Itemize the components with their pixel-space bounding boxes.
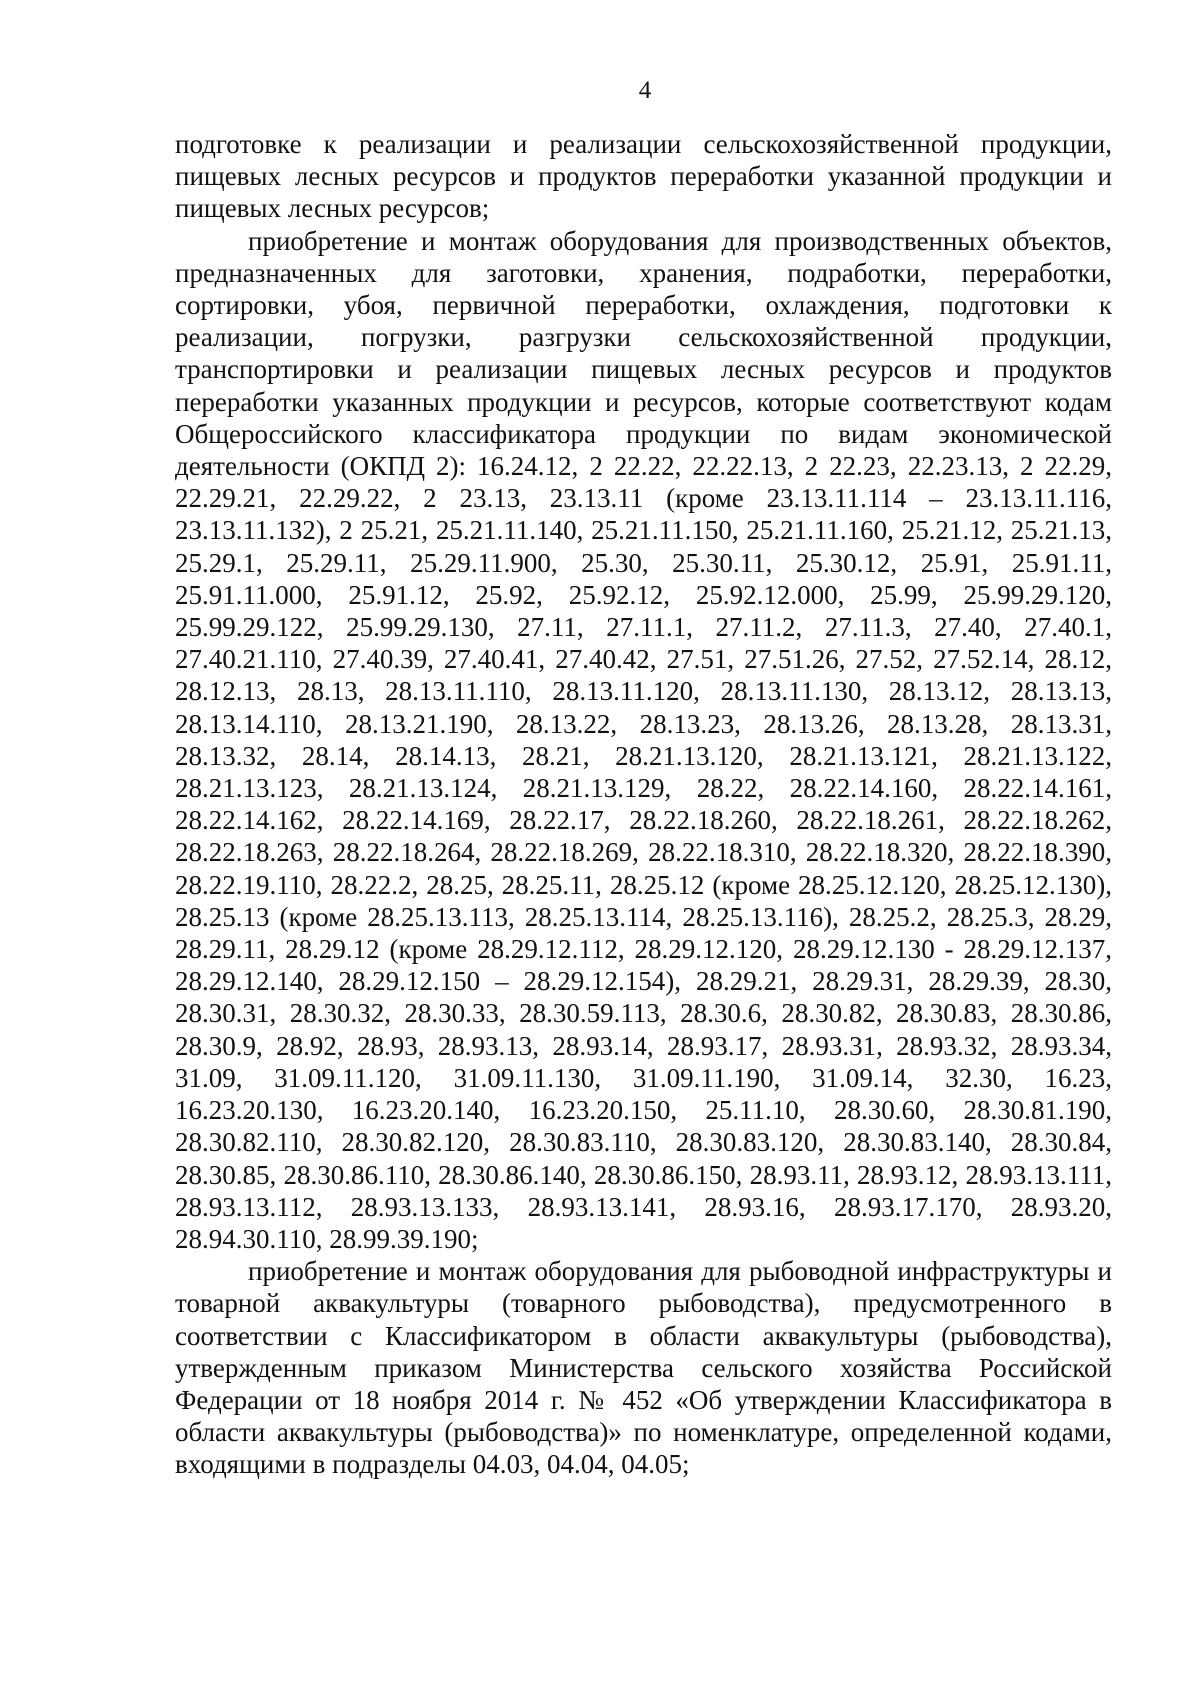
document-body (175, 128, 1112, 1481)
paragraph-equipment-aquaculture: приобретение и монтаж оборудования для рыбоводной инфраструктуры и товарной аквакультуры (товарного рыбоводства), предусмотренного в соответствии с Классификатором в области аквакультуры (рыбоводства), утвержденным приказом Министерства сельского хозяйства Российской Федерации от 18 ноября 2014 г. № 452 «Об утверждении Классификатора в области аквакультуры (рыбоводства)» по номенклатуре, определенной кодами, входящими в подразделы 04.03, 04.04, 04.05; (175, 1256, 1112, 1480)
page-number: 4 (638, 77, 652, 104)
paragraph-equipment-production: приобретение и монтаж оборудования для производственных объектов, предназначенных для заготовки, хранения, подработки, переработки, сортировки, убоя, первичной переработки, охлаждения, подготовки к реализации, погрузки, разгрузки сельскохозяйственной продукции, транспортировки и реализации пищевых лесных ресурсов и продуктов переработки указанных продукции и ресурсов, которые соответствуют кодам Общероссийского классификатора продукции по видам экономической деятельности (ОКПД 2): 16.24.12, 2 22.22, 22.22.13, 2 22.23, 22.23.13, 2 22.29, 22.29.21, 22.29.22, 2 23.13, 23.13.11 (кроме 23.13.11.114 – 23.13.11.116, 23.13.11.132), 2 25.21, 25.21.11.140, 25.21.11.150, 25.21.11.160, 25.21.12, 25.21.13, 25.29.1, 25.29.11, 25.29.11.900, 25.30, 25.30.11, 25.30.12, 25.91, 25.91.11, 25.91.11.000, 25.91.12, 25.92, 25.92.12, 25.92.12.000, 25.99, 25.99.29.120, 25.99.29.122, 25.99.29.130, 27.11, 27.11.1, 27.11.2, 27.11.3, 27.40, 27.40.1, 27.40.21.110, 27.40.39, 27.40.41, 27.40.42, 27.51, 27.51.26, 27.52, 27.52.14, 28.12, 28.12.13, 28.13, 28.13.11.110, 28.13.11.120, 28.13.11.130, 28.13.12, 28.13.13, 28.13.14.110, 28.13.21.190, 28.13.22, 28.13.23, 28.13.26, 28.13.28, 28.13.31, 28.13.32, 28.14, 28.14.13, 28.21, 28.21.13.120, 28.21.13.121, 28.21.13.122, 28.21.13.123, 28.21.13.124, 28.21.13.129, 28.22, 28.22.14.160, 28.22.14.161, 28.22.14.162, 28.22.14.169, 28.22.17, 28.22.18.260, 28.22.18.261, 28.22.18.262, 28.22.18.263, 28.22.18.264, 28.22.18.269, 28.22.18.310, 28.22.18.320, 28.22.18.390, 28.22.19.110, 28.22.2, 28.25, 28.25.11, 28.25.12 (кроме 28.25.12.120, 28.25.12.130), 28.25.13 (кроме 28.25.13.113, 28.25.13.114, 28.25.13.116), 28.25.2, 28.25.3, 28.29, 28.29.11, 28.29.12 (кроме 28.29.12.112, 28.29.12.120, 28.29.12.130 - 28.29.12.137, 28.29.12.140, 28.29.12.150 – 28.29.12.154), 28.29.21, 28.29.31, 28.29.39, 28.30, 28.30.31, 28.30.32, 28.30.33, 28.30.59.113, 28.30.6, 28.30.82, 28.30.83, 28.30.86, 28.30.9, 28.92, 28.93, 28.93.13, 28.93.14, 28.93.17, 28.93.31, 28.93.32, 28.93.34, 31.09, 31.09.11.120, 31.09.11.130, 31.09.11.190, 31.09.14, 32.30, 16.23, 16.23.20.130, 16.23.20.140, 16.23.20.150, 25.11.10, 28.30.60, 28.30.81.190, 28.30.82.110, 28.30.82.120, 28.30.83.110, 28.30.83.120, 28.30.83.140, 28.30.84, 28.30.85, 28.30.86.110, 28.30.86.140, 28.30.86.150, 28.93.11, 28.93.12, 28.93.13.111, 28.93.13.112, 28.93.13.133, 28.93.13.141, 28.93.16, 28.93.17.170, 28.93.20, 28.94.30.110, 28.99.39.190; (175, 225, 1112, 1254)
paragraph-continuation: подготовке к реализации и реализации сельскохозяйственной продукции, пищевых лесных ресурсов и продуктов переработки указанной продукции и пищевых лесных ресурсов; (175, 129, 1112, 224)
